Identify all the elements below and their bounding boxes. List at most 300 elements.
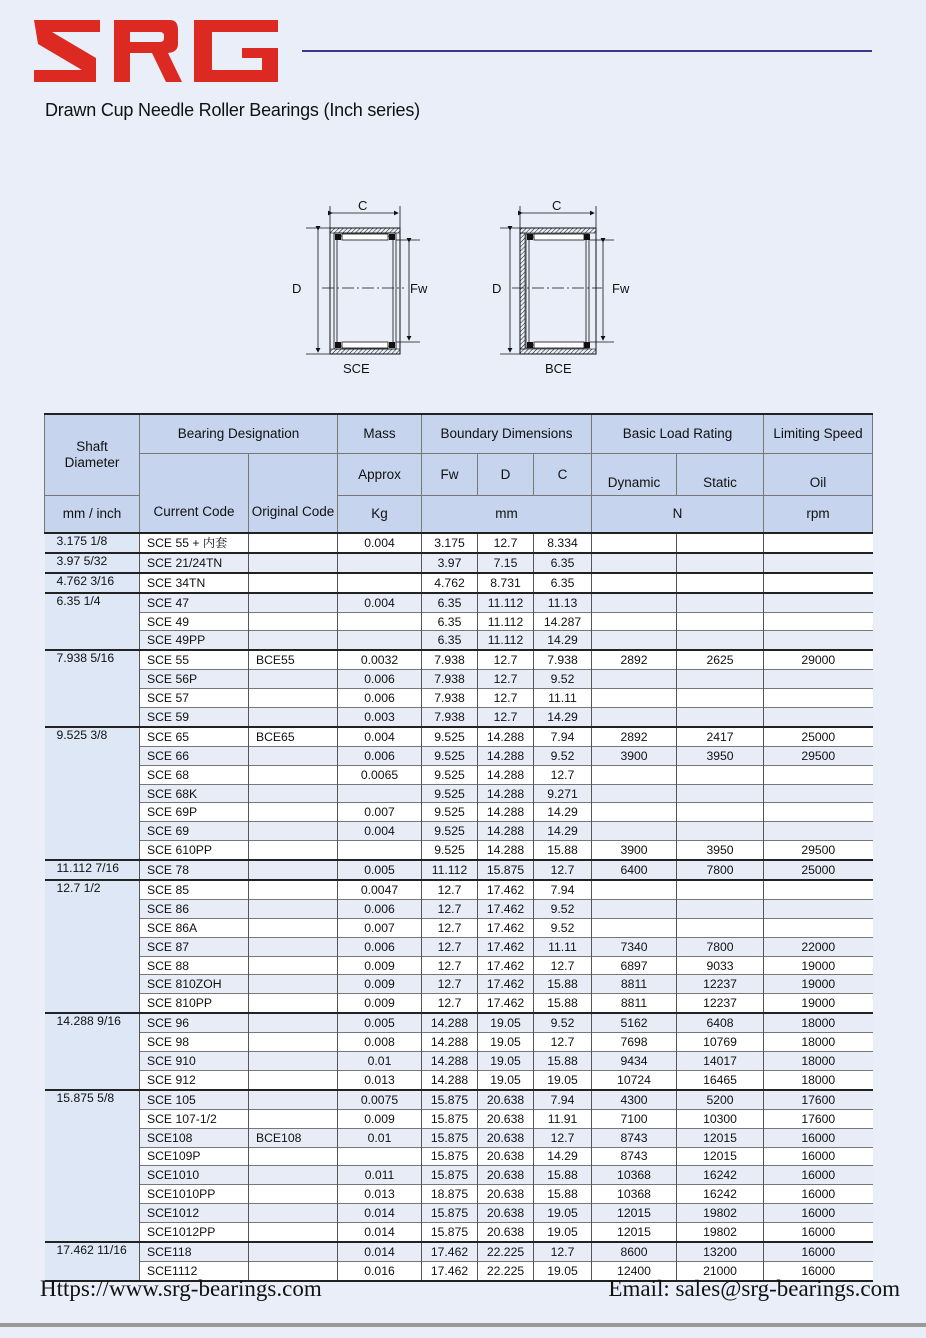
table-row [45, 1109, 873, 1128]
cell-c: 12.7 [534, 765, 592, 784]
cell-c: 7.938 [534, 650, 592, 669]
cell-current-code: SCE1012 [140, 1204, 249, 1223]
cell-original-code [249, 533, 338, 553]
cell-shaft-diameter: 14.288 9/16 [45, 1013, 140, 1090]
cell-limiting-speed [764, 803, 873, 822]
cell-limiting-speed: 29500 [764, 841, 873, 860]
cell-mass: 0.004 [338, 822, 422, 841]
cell-static-load: 7800 [677, 860, 764, 880]
cell-limiting-speed: 17600 [764, 1109, 873, 1128]
cell-dynamic-load: 6897 [592, 956, 677, 975]
cell-dynamic-load: 9434 [592, 1052, 677, 1071]
cell-fw: 17.462 [422, 1242, 478, 1261]
cell-original-code [249, 1204, 338, 1223]
cell-fw: 6.35 [422, 593, 478, 612]
cell-mass: 0.004 [338, 593, 422, 612]
table-row [45, 822, 873, 841]
cell-d: 17.462 [478, 880, 534, 899]
cell-dynamic-load: 8811 [592, 975, 677, 994]
cell-limiting-speed: 16000 [764, 1242, 873, 1261]
cell-dynamic-load: 8743 [592, 1128, 677, 1147]
header-oil: Oil [764, 454, 873, 496]
cell-current-code: SCE1112 [140, 1261, 249, 1280]
cell-d: 12.7 [478, 689, 534, 708]
cell-original-code [249, 612, 338, 631]
cell-limiting-speed: 29000 [764, 650, 873, 669]
cell-limiting-speed: 19000 [764, 975, 873, 994]
table-row [45, 1033, 873, 1052]
cell-mass [338, 612, 422, 631]
header-load: Basic Load Rating [592, 414, 764, 454]
cell-fw: 12.7 [422, 918, 478, 937]
cell-d: 20.638 [478, 1128, 534, 1147]
cell-original-code [249, 1166, 338, 1185]
cell-current-code: SCE 21/24TN [140, 553, 249, 573]
cell-current-code: SCE 96 [140, 1013, 249, 1032]
cell-dynamic-load: 3900 [592, 841, 677, 860]
header-current-code: Current Code [140, 454, 249, 534]
cell-d: 20.638 [478, 1147, 534, 1166]
table-row [45, 765, 873, 784]
cell-dynamic-load: 12015 [592, 1223, 677, 1242]
table-row [45, 593, 873, 612]
cell-c: 14.29 [534, 822, 592, 841]
cell-current-code: SCE118 [140, 1242, 249, 1261]
cell-fw: 14.288 [422, 1013, 478, 1032]
table-row [45, 533, 873, 553]
cell-limiting-speed: 17600 [764, 1090, 873, 1109]
cell-d: 20.638 [478, 1204, 534, 1223]
cell-original-code [249, 1052, 338, 1071]
cell-mass [338, 573, 422, 593]
cell-limiting-speed: 19000 [764, 994, 873, 1013]
cell-d: 14.288 [478, 765, 534, 784]
cell-static-load: 12015 [677, 1128, 764, 1147]
cell-current-code: SCE108 [140, 1128, 249, 1147]
cell-fw: 12.7 [422, 937, 478, 956]
cell-dynamic-load [592, 689, 677, 708]
cell-static-load: 13200 [677, 1242, 764, 1261]
cell-current-code: SCE 810PP [140, 994, 249, 1013]
cell-static-load: 12015 [677, 1147, 764, 1166]
cell-mass: 0.004 [338, 727, 422, 746]
cell-current-code: SCE 69 [140, 822, 249, 841]
table-row [45, 746, 873, 765]
cell-original-code [249, 975, 338, 994]
cell-static-load: 12237 [677, 975, 764, 994]
cell-fw: 9.525 [422, 727, 478, 746]
header-unit-shaft: mm / inch [45, 496, 140, 534]
cell-original-code [249, 1013, 338, 1032]
cell-current-code: SCE 86A [140, 918, 249, 937]
cell-limiting-speed: 22000 [764, 937, 873, 956]
cell-dynamic-load [592, 533, 677, 553]
cell-c: 15.88 [534, 994, 592, 1013]
cell-dynamic-load: 7698 [592, 1033, 677, 1052]
table-row [45, 937, 873, 956]
cell-static-load: 7800 [677, 937, 764, 956]
cell-mass: 0.009 [338, 975, 422, 994]
cell-fw: 12.7 [422, 880, 478, 899]
cell-dynamic-load [592, 803, 677, 822]
cell-limiting-speed [764, 631, 873, 650]
cell-static-load [677, 689, 764, 708]
cell-shaft-diameter: 7.938 5/16 [45, 650, 140, 727]
cell-mass [338, 784, 422, 803]
cell-current-code: SCE 78 [140, 860, 249, 880]
cell-c: 15.88 [534, 1185, 592, 1204]
footer-email-link[interactable]: Email: sales@srg-bearings.com [608, 1276, 900, 1301]
cell-c: 14.29 [534, 1147, 592, 1166]
cell-current-code: SCE 47 [140, 593, 249, 612]
cell-c: 12.7 [534, 1242, 592, 1261]
cell-static-load: 16242 [677, 1166, 764, 1185]
cell-static-load [677, 612, 764, 631]
cell-c: 15.88 [534, 1052, 592, 1071]
dim-d-label: D [292, 281, 302, 296]
cell-original-code [249, 822, 338, 841]
cell-static-load [677, 803, 764, 822]
srg-logo [30, 20, 280, 82]
table-row [45, 650, 873, 669]
cell-current-code: SCE 910 [140, 1052, 249, 1071]
cell-d: 17.462 [478, 899, 534, 918]
cell-limiting-speed [764, 784, 873, 803]
header-rule [302, 50, 872, 52]
cell-dynamic-load: 8600 [592, 1242, 677, 1261]
cell-mass: 0.007 [338, 918, 422, 937]
cell-current-code: SCE1010 [140, 1166, 249, 1185]
cell-dynamic-load [592, 553, 677, 573]
cell-c: 6.35 [534, 573, 592, 593]
cell-static-load [677, 880, 764, 899]
cell-mass: 0.01 [338, 1052, 422, 1071]
cell-mass: 0.014 [338, 1242, 422, 1261]
cell-fw: 14.288 [422, 1033, 478, 1052]
table-row [45, 1242, 873, 1261]
cell-c: 19.05 [534, 1204, 592, 1223]
cell-fw: 9.525 [422, 822, 478, 841]
cell-current-code: SCE 55 + 内套 [140, 533, 249, 553]
cell-d: 20.638 [478, 1109, 534, 1128]
cell-d: 14.288 [478, 727, 534, 746]
cell-fw: 7.938 [422, 708, 478, 727]
cell-current-code: SCE 55 [140, 650, 249, 669]
cell-original-code [249, 841, 338, 860]
cell-dynamic-load: 2892 [592, 727, 677, 746]
cell-mass: 0.01 [338, 1128, 422, 1147]
cell-fw: 15.875 [422, 1204, 478, 1223]
cell-c: 19.05 [534, 1261, 592, 1280]
cell-mass: 0.008 [338, 1033, 422, 1052]
cell-c: 9.52 [534, 670, 592, 689]
cell-static-load: 10300 [677, 1109, 764, 1128]
cell-fw: 11.112 [422, 860, 478, 880]
cell-limiting-speed [764, 533, 873, 553]
cell-d: 17.462 [478, 994, 534, 1013]
cell-mass: 0.003 [338, 708, 422, 727]
cell-mass: 0.0032 [338, 650, 422, 669]
cell-dynamic-load: 2892 [592, 650, 677, 669]
cell-c: 15.88 [534, 1166, 592, 1185]
cell-shaft-diameter: 11.112 7/16 [45, 860, 140, 880]
cell-current-code: SCE 68K [140, 784, 249, 803]
table-row [45, 1166, 873, 1185]
cell-static-load [677, 573, 764, 593]
cell-limiting-speed [764, 918, 873, 937]
cell-dynamic-load: 3900 [592, 746, 677, 765]
cell-fw: 12.7 [422, 994, 478, 1013]
cell-original-code [249, 708, 338, 727]
cell-c: 9.52 [534, 746, 592, 765]
cell-dynamic-load [592, 593, 677, 612]
cell-static-load [677, 670, 764, 689]
cell-original-code [249, 1070, 338, 1089]
cell-mass [338, 553, 422, 573]
table-row [45, 1013, 873, 1032]
cell-mass: 0.009 [338, 1109, 422, 1128]
cell-mass [338, 1147, 422, 1166]
cell-fw: 9.525 [422, 803, 478, 822]
cell-current-code: SCE1010PP [140, 1185, 249, 1204]
cell-original-code [249, 880, 338, 899]
cell-fw: 15.875 [422, 1147, 478, 1166]
cell-original-code [249, 765, 338, 784]
cell-mass [338, 631, 422, 650]
dim-fw-label: Fw [612, 281, 630, 296]
header-dynamic: Dynamic [592, 454, 677, 496]
cell-d: 12.7 [478, 708, 534, 727]
header-static: Static [677, 454, 764, 496]
cell-fw: 15.875 [422, 1128, 478, 1147]
cell-d: 20.638 [478, 1166, 534, 1185]
cell-static-load: 16242 [677, 1185, 764, 1204]
cell-fw: 9.525 [422, 784, 478, 803]
cell-fw: 4.762 [422, 573, 478, 593]
table-row [45, 612, 873, 631]
cell-current-code: SCE 85 [140, 880, 249, 899]
cell-limiting-speed: 16000 [764, 1128, 873, 1147]
cell-mass: 0.0047 [338, 880, 422, 899]
cell-fw: 12.7 [422, 956, 478, 975]
cell-dynamic-load [592, 612, 677, 631]
cell-dynamic-load: 10368 [592, 1166, 677, 1185]
table-row [45, 994, 873, 1013]
cell-original-code [249, 1147, 338, 1166]
cell-dynamic-load: 4300 [592, 1090, 677, 1109]
cell-dynamic-load [592, 670, 677, 689]
cell-current-code: SCE 912 [140, 1070, 249, 1089]
cell-d: 20.638 [478, 1090, 534, 1109]
cell-dynamic-load [592, 708, 677, 727]
cell-c: 19.05 [534, 1223, 592, 1242]
table-row [45, 670, 873, 689]
table-row [45, 727, 873, 746]
cell-shaft-diameter: 4.762 3/16 [45, 573, 140, 593]
cell-original-code [249, 1185, 338, 1204]
cell-shaft-diameter: 15.875 5/8 [45, 1090, 140, 1242]
cell-current-code: SCE 56P [140, 670, 249, 689]
cell-c: 9.52 [534, 899, 592, 918]
cell-c: 11.91 [534, 1109, 592, 1128]
cell-dynamic-load: 7100 [592, 1109, 677, 1128]
cell-original-code [249, 918, 338, 937]
cell-mass: 0.014 [338, 1204, 422, 1223]
table-row [45, 956, 873, 975]
header-unit-mass: Kg [338, 496, 422, 534]
cell-dynamic-load: 6400 [592, 860, 677, 880]
cell-fw: 9.525 [422, 765, 478, 784]
cell-c: 9.52 [534, 1013, 592, 1032]
cell-d: 22.225 [478, 1242, 534, 1261]
cell-d: 20.638 [478, 1185, 534, 1204]
cell-mass: 0.004 [338, 533, 422, 553]
cell-dynamic-load [592, 765, 677, 784]
table-row [45, 1147, 873, 1166]
cell-static-load [677, 784, 764, 803]
cell-c: 9.271 [534, 784, 592, 803]
cell-d: 17.462 [478, 937, 534, 956]
table-row [45, 784, 873, 803]
cell-fw: 18.875 [422, 1185, 478, 1204]
cell-dynamic-load [592, 880, 677, 899]
cell-mass [338, 841, 422, 860]
cell-c: 12.7 [534, 956, 592, 975]
cell-original-code [249, 689, 338, 708]
cell-c: 12.7 [534, 860, 592, 880]
cell-static-load: 19802 [677, 1223, 764, 1242]
cell-limiting-speed: 16000 [764, 1166, 873, 1185]
logo-letter-r [114, 20, 182, 82]
cell-current-code: SCE1012PP [140, 1223, 249, 1242]
cell-limiting-speed: 18000 [764, 1013, 873, 1032]
logo-letter-g [194, 20, 278, 82]
cell-d: 14.288 [478, 784, 534, 803]
cell-limiting-speed [764, 573, 873, 593]
cell-static-load: 3950 [677, 746, 764, 765]
cell-static-load [677, 553, 764, 573]
cell-current-code: SCE 69P [140, 803, 249, 822]
cell-original-code [249, 553, 338, 573]
cell-d: 19.05 [478, 1013, 534, 1032]
cell-c: 9.52 [534, 918, 592, 937]
cell-current-code: SCE 810ZOH [140, 975, 249, 994]
cell-fw: 12.7 [422, 899, 478, 918]
cell-dynamic-load: 10724 [592, 1070, 677, 1089]
cell-dynamic-load: 5162 [592, 1013, 677, 1032]
cell-mass: 0.013 [338, 1185, 422, 1204]
cell-original-code [249, 1033, 338, 1052]
cell-limiting-speed: 16000 [764, 1185, 873, 1204]
cell-mass: 0.006 [338, 937, 422, 956]
cell-original-code [249, 937, 338, 956]
cell-limiting-speed [764, 593, 873, 612]
cell-current-code: SCE109P [140, 1147, 249, 1166]
cell-d: 8.731 [478, 573, 534, 593]
cell-static-load [677, 899, 764, 918]
cell-original-code [249, 784, 338, 803]
cell-mass: 0.0075 [338, 1090, 422, 1109]
cell-fw: 15.875 [422, 1223, 478, 1242]
cell-fw: 14.288 [422, 1052, 478, 1071]
cell-limiting-speed: 19000 [764, 956, 873, 975]
cell-fw: 3.97 [422, 553, 478, 573]
cell-dynamic-load: 12400 [592, 1261, 677, 1280]
table-row [45, 803, 873, 822]
cell-c: 19.05 [534, 1070, 592, 1089]
cell-fw: 15.875 [422, 1109, 478, 1128]
header-original-code: Original Code [249, 454, 338, 534]
cell-original-code: BCE65 [249, 727, 338, 746]
cell-dynamic-load [592, 784, 677, 803]
cell-mass: 0.006 [338, 689, 422, 708]
header-mass: Mass [338, 414, 422, 454]
cell-d: 19.05 [478, 1052, 534, 1071]
cell-original-code [249, 803, 338, 822]
cell-d: 19.05 [478, 1033, 534, 1052]
table-row [45, 573, 873, 593]
cell-d: 11.112 [478, 631, 534, 650]
cell-fw: 15.875 [422, 1166, 478, 1185]
cell-mass: 0.006 [338, 746, 422, 765]
diagram-caption: BCE [545, 361, 572, 376]
table-row [45, 975, 873, 994]
cell-shaft-diameter: 3.97 5/32 [45, 553, 140, 573]
table-row [45, 918, 873, 937]
cell-d: 17.462 [478, 975, 534, 994]
table-row [45, 1070, 873, 1089]
cell-d: 20.638 [478, 1223, 534, 1242]
cell-d: 14.288 [478, 841, 534, 860]
cell-current-code: SCE 34TN [140, 573, 249, 593]
cell-c: 14.29 [534, 708, 592, 727]
cell-limiting-speed [764, 822, 873, 841]
diagram-caption: SCE [343, 361, 370, 376]
cell-static-load: 5200 [677, 1090, 764, 1109]
cell-static-load: 2417 [677, 727, 764, 746]
footer-website-link[interactable]: Https://www.srg-bearings.com [40, 1276, 322, 1301]
cell-dynamic-load: 12015 [592, 1204, 677, 1223]
cell-fw: 15.875 [422, 1090, 478, 1109]
cell-static-load: 16465 [677, 1070, 764, 1089]
header-speed: Limiting Speed [764, 414, 873, 454]
cell-c: 12.7 [534, 1033, 592, 1052]
cell-c: 14.29 [534, 803, 592, 822]
table-row [45, 860, 873, 880]
cell-dynamic-load [592, 822, 677, 841]
cell-limiting-speed: 16000 [764, 1261, 873, 1280]
logo-letter-s [34, 20, 100, 82]
cell-d: 7.15 [478, 553, 534, 573]
page-title: Drawn Cup Needle Roller Bearings (Inch series) [45, 100, 420, 120]
cell-c: 15.88 [534, 841, 592, 860]
diagram-sce [286, 196, 436, 381]
table-row [45, 1223, 873, 1242]
cell-mass: 0.007 [338, 803, 422, 822]
cell-mass: 0.005 [338, 860, 422, 880]
cell-dynamic-load: 10368 [592, 1185, 677, 1204]
cell-mass: 0.006 [338, 670, 422, 689]
cell-static-load: 9033 [677, 956, 764, 975]
header-unit-speed: rpm [764, 496, 873, 534]
cell-original-code [249, 994, 338, 1013]
table-row [45, 1204, 873, 1223]
cell-static-load: 2625 [677, 650, 764, 669]
cell-limiting-speed: 29500 [764, 746, 873, 765]
cell-original-code [249, 860, 338, 880]
cell-fw: 7.938 [422, 650, 478, 669]
cell-c: 12.7 [534, 1128, 592, 1147]
